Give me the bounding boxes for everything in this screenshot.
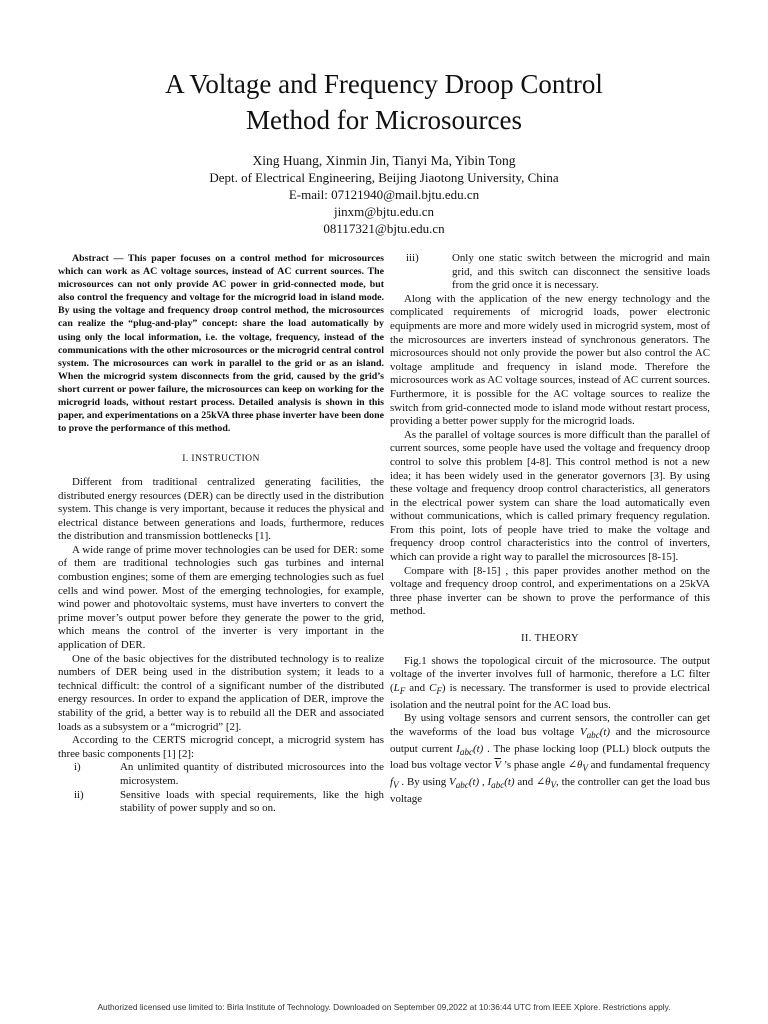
math-subscript: abc [459, 746, 474, 757]
list-item-text: Sensitive loads with special requirements, like the high stability of power supply and so on. [120, 788, 384, 815]
list-item-number: ii) [74, 788, 84, 801]
text-run: and [405, 681, 430, 694]
paper-title [60, 66, 708, 138]
math-subscript: V [393, 780, 399, 791]
author-email-1: E-mail: 07121940@mail.bjtu.edu.cn [288, 187, 480, 202]
math-letter: C [429, 681, 437, 694]
math-arg: (t) [599, 725, 611, 738]
math-letter: I [487, 776, 492, 789]
math-symbol-theta [536, 776, 557, 791]
left-column [58, 252, 384, 816]
section-heading-introduction: I. INSTRUCTION [182, 453, 260, 465]
body-paragraph: As the parallel of voltage sources is more difficult than the parallel of current sources, some people have used the voltage and frequency droop control to solve this problem [4-8]. This control method is not a new idea; it has been widely used in the generator governors [3]. By using these voltage and frequency droop control characteristics, all generators in the electrical power system can share the load automatically even without communications, which is called primary frequency regulation. From this point, lots of people have tried to make the voltage and frequency droop control characteristics into the control of inverters, which can provide a right way to parallel the microsources [8-15]. [390, 428, 710, 564]
math-symbol-theta [567, 759, 588, 774]
title-line-1: A Voltage and Frequency Droop Control [165, 69, 603, 99]
math-arg: (t) [473, 742, 484, 755]
math-symbol-vabc [580, 726, 610, 738]
body-paragraph: Along with the application of the new energy technology and the complicated requirements of microgrid loads, power electronic equipments are more and more widely used in microgrid system, most of the microsources are inverters instead of synchronous generators. The microsources should not only provide the power but also control the AC voltage amplitude and frequency in island mode. Therefore the microsources work as AC voltage sources, instead of AC current sources. Furthermore, it is possible for the AC voltage sources to realize the switch from grid-connected mode to island mode without restart process, providing a better power supply for the microgrid loads. [390, 292, 710, 428]
math-symbol-lf [394, 682, 406, 694]
author-names: Xing Huang, Xinmin Jin, Tianyi Ma, Yibin Tong [252, 153, 516, 168]
math-symbol-fv [390, 776, 399, 791]
text-run: , the controller can get the load bus voltage [390, 776, 710, 805]
footer-license-notice: Authorized licensed use limited to: Birla Institute of Technology. Downloaded on September 09,2022 at 10:36:44 UTC from IEEE Xplore. Restrictions apply. [97, 1002, 671, 1012]
text-run: By using voltage sensors and current sensors, the controller can get the waveforms of the load bus voltage [390, 712, 710, 738]
math-subscript: abc [586, 729, 600, 740]
list-item [390, 252, 710, 293]
text-run: . By using [398, 776, 450, 789]
author-email-3: 08117321@bjtu.edu.cn [323, 221, 445, 236]
text-run: and fundamental frequency [587, 759, 710, 772]
math-letter: V [449, 776, 456, 789]
math-subscript: F [436, 685, 442, 696]
text-run: ) is necessary. The transformer is used to provide electrical isolation and the neutral point for the AC load bus. [390, 681, 711, 711]
text-run: ’s phase angle [501, 759, 568, 772]
section-heading-theory: II. THEORY [520, 633, 580, 645]
math-letter: L [393, 681, 400, 694]
text-run: and [514, 776, 536, 789]
text-run: , [479, 776, 488, 789]
list-item-text: Only one static switch between the microgrid and main grid, and this switch can disconnect the sensitive loads from the grid once it is necessary. [452, 252, 710, 292]
text-run: . The phase locking loop (PLL) block outputs the load bus voltage vector [390, 742, 710, 772]
list-item [58, 789, 384, 816]
math-symbol-iabc [487, 776, 515, 791]
math-arg: (t) [504, 776, 515, 789]
text-run: and the microsource output current [390, 725, 710, 755]
math-subscript: V [582, 763, 588, 774]
abstract: Abstract — This paper focuses on a control method for microsources which can work as AC voltage sources, instead of AC current sources. The microsources can not only provide AC power in grid-connected mode, but also control the frequency and voltage for the microgrid load in island mode. By using the voltage and frequency droop control method, the microsources can realize the “plug-and-play” concept: share the load automatically by using only the local information, i.e. the voltage, frequency, instead of the communications with the other microsources or the microgrid central control system. The microsources can work in parallel to the grid or as an island. When the microgrid system disconnects from the grid, caused by the grid’s short current or power failure, the microsources can keep on working for the microgrid loads, without restart process. Detailed analysis is shown in this paper, and experimentations on a 25kVA three phase inverter have been done to prove the performance of this method. [58, 253, 384, 435]
theory-paragraph-1 [390, 655, 710, 713]
math-letter: f [390, 776, 394, 789]
math-subscript: abc [455, 780, 469, 791]
math-symbol-vector-v: $\overline{V}$ [494, 759, 501, 772]
math-subscript: abc [491, 780, 505, 791]
body-paragraph: A wide range of prime mover technologies can be used for DER: some of them are traditional technologies such gas turbines and internal combustion engines; some of them are emerging technologies such as fuel cells and wind power. Most of the emerging technologies, for example, wind power and photovoltaic systems, must have inverters to convert the prime mover’s output power before they generate the power to the grid, which means the control of the inverter is very important in the application of DER. [58, 543, 384, 652]
text-run: Fig.1 shows the topological circuit of the microsource. The output voltage of the inverter involves full of harmonic, therefore a LC filter ( [390, 654, 710, 694]
math-letter: ∠θ [567, 759, 583, 772]
math-symbol-vabc [449, 776, 480, 791]
list-item [58, 761, 384, 788]
author-email-2: jinxm@bjtu.edu.cn [333, 204, 435, 219]
list-item-number: iii) [406, 252, 419, 264]
title-line-2: Method for Microsources [246, 105, 522, 135]
math-letter: V [579, 725, 587, 738]
body-paragraph: Different from traditional centralized generating facilities, the distributed energy resources (DER) can be directly used in the distribution system. This change is very important, because it reduces the physical and electrical distance between generations and loads, furthermore, reduces the distribution and transmission bottlenecks [1]. [58, 475, 384, 543]
math-subscript: V [550, 780, 557, 791]
author-block [60, 152, 708, 237]
math-symbol-cf [429, 682, 442, 694]
right-column [390, 252, 710, 806]
math-letter: ∠θ [536, 776, 551, 789]
math-subscript: F [399, 685, 406, 696]
body-paragraph: According to the CERTS microgrid concept, a microgrid system has three basic components [1] [2]: [58, 734, 384, 760]
theory-paragraph-2 [390, 712, 710, 806]
author-affiliation: Dept. of Electrical Engineering, Beijing Jiaotong University, China [209, 170, 559, 185]
list-item-number: i) [74, 761, 81, 774]
list-item-text: An unlimited quantity of distributed microsources into the microsystem. [120, 761, 384, 787]
math-letter: I [456, 742, 460, 755]
body-paragraph: Compare with [8-15] , this paper provides another method on the voltage and frequency droop control, and experimentations on a 25kVA three phase inverter can be shown to prove the performance of this method. [390, 564, 710, 618]
math-arg: (t) [468, 776, 480, 789]
math-symbol-iabc [456, 743, 483, 755]
body-paragraph: One of the basic objectives for the distributed technology is to realize numbers of DER being used in the distribution system; it leads to a technical difficult: the control of a significant number of the distributed energy resources. In order to expand the application of DER, improve the stability of the grid, a better way is to rebuild all the DER and associated loads as a subsystem or a “microgrid” [2]. [58, 652, 384, 733]
